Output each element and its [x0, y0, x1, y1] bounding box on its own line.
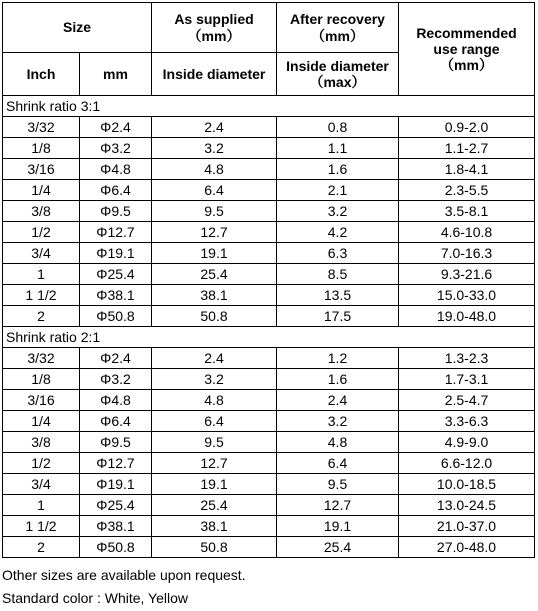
- header-recommended-line3: （mm）: [440, 57, 493, 74]
- cell-mm: Φ3.2: [80, 138, 152, 159]
- cell-recovered-diameter: 3.2: [277, 411, 399, 432]
- note-standard-color: Standard color : White, Yellow: [2, 590, 188, 606]
- cell-mm: Φ9.5: [80, 201, 152, 222]
- cell-use-range: 2.5-4.7: [399, 390, 535, 411]
- cell-use-range: 1.3-2.3: [399, 348, 535, 369]
- cell-inch: 2: [3, 306, 80, 327]
- cell-mm: Φ2.4: [80, 117, 152, 138]
- header-inch: Inch: [3, 53, 80, 96]
- cell-recovered-diameter: 3.2: [277, 201, 399, 222]
- cell-use-range: 1.1-2.7: [399, 138, 535, 159]
- cell-inch: 3/16: [3, 159, 80, 180]
- section-title: Shrink ratio 2:1: [3, 327, 535, 348]
- cell-use-range: 0.9-2.0: [399, 117, 535, 138]
- cell-inch: 1/4: [3, 180, 80, 201]
- table-row: [3, 369, 535, 390]
- cell-inside-diameter: 6.4: [152, 411, 277, 432]
- cell-inside-diameter: 25.4: [152, 495, 277, 516]
- table-row: [3, 117, 535, 138]
- cell-mm: Φ2.4: [80, 348, 152, 369]
- cell-mm: Φ4.8: [80, 159, 152, 180]
- cell-inside-diameter: 12.7: [152, 453, 277, 474]
- cell-recovered-diameter: 1.6: [277, 369, 399, 390]
- table-row: [3, 222, 535, 243]
- table-row: [3, 516, 535, 537]
- cell-inch: 3/8: [3, 201, 80, 222]
- cell-recovered-diameter: 4.2: [277, 222, 399, 243]
- cell-use-range: 21.0-37.0: [399, 516, 535, 537]
- header-as-supplied-line1: As supplied: [174, 11, 254, 28]
- header-inside-diameter-max: [277, 53, 399, 96]
- cell-use-range: 7.0-16.3: [399, 243, 535, 264]
- table-row: [3, 159, 535, 180]
- cell-use-range: 1.7-3.1: [399, 369, 535, 390]
- section-header-row: [3, 96, 535, 117]
- header-inside-diameter-max-line2: （max）: [309, 74, 366, 90]
- cell-inch: 1/8: [3, 138, 80, 159]
- cell-inch: 1/4: [3, 411, 80, 432]
- table-row: [3, 453, 535, 474]
- cell-inside-diameter: 6.4: [152, 180, 277, 201]
- cell-mm: Φ9.5: [80, 432, 152, 453]
- cell-inside-diameter: 4.8: [152, 390, 277, 411]
- cell-recovered-diameter: 19.1: [277, 516, 399, 537]
- table-row: [3, 264, 535, 285]
- cell-inch: 1: [3, 495, 80, 516]
- cell-inside-diameter: 2.4: [152, 117, 277, 138]
- table-row: [3, 432, 535, 453]
- cell-inch: 3/8: [3, 432, 80, 453]
- cell-inch: 1/2: [3, 453, 80, 474]
- cell-recovered-diameter: 6.4: [277, 453, 399, 474]
- cell-inside-diameter: 19.1: [152, 243, 277, 264]
- spec-table: [2, 2, 535, 558]
- cell-mm: Φ6.4: [80, 411, 152, 432]
- cell-mm: Φ38.1: [80, 516, 152, 537]
- cell-inside-diameter: 3.2: [152, 138, 277, 159]
- header-as-supplied-line2: （mm）: [187, 27, 241, 44]
- cell-use-range: 13.0-24.5: [399, 495, 535, 516]
- table-row: [3, 474, 535, 495]
- cell-inside-diameter: 19.1: [152, 474, 277, 495]
- cell-mm: Φ6.4: [80, 180, 152, 201]
- header-recommended-line1: Recommended: [416, 24, 517, 41]
- cell-mm: Φ25.4: [80, 495, 152, 516]
- cell-inch: 1: [3, 264, 80, 285]
- cell-mm: Φ3.2: [80, 369, 152, 390]
- table-row: [3, 495, 535, 516]
- note-other-sizes: Other sizes are available upon request.: [2, 567, 246, 583]
- cell-use-range: 4.9-9.0: [399, 432, 535, 453]
- header-after-recovery-line2: （mm）: [311, 27, 364, 44]
- cell-use-range: 2.3-5.5: [399, 180, 535, 201]
- cell-inch: 3/32: [3, 348, 80, 369]
- table-row: [3, 411, 535, 432]
- cell-use-range: 1.8-4.1: [399, 159, 535, 180]
- cell-inside-diameter: 9.5: [152, 201, 277, 222]
- cell-recovered-diameter: 4.8: [277, 432, 399, 453]
- cell-inch: 3/32: [3, 117, 80, 138]
- table-row: [3, 348, 535, 369]
- cell-inch: 1/8: [3, 369, 80, 390]
- cell-inside-diameter: 12.7: [152, 222, 277, 243]
- header-after-recovery: [277, 3, 399, 53]
- header-as-supplied: [152, 3, 277, 53]
- cell-recovered-diameter: 6.3: [277, 243, 399, 264]
- cell-inside-diameter: 4.8: [152, 159, 277, 180]
- cell-mm: Φ25.4: [80, 264, 152, 285]
- header-size: Size: [3, 3, 152, 53]
- header-recommended-line2: use range: [433, 40, 500, 57]
- header-after-recovery-line1: After recovery: [290, 11, 385, 28]
- cell-recovered-diameter: 17.5: [277, 306, 399, 327]
- cell-use-range: 6.6-12.0: [399, 453, 535, 474]
- table-row: [3, 306, 535, 327]
- cell-inside-diameter: 3.2: [152, 369, 277, 390]
- cell-recovered-diameter: 12.7: [277, 495, 399, 516]
- table-row: [3, 201, 535, 222]
- cell-inside-diameter: 38.1: [152, 285, 277, 306]
- cell-use-range: 27.0-48.0: [399, 537, 535, 558]
- cell-use-range: 9.3-21.6: [399, 264, 535, 285]
- section-title: Shrink ratio 3:1: [3, 96, 535, 117]
- cell-inside-diameter: 25.4: [152, 264, 277, 285]
- cell-inch: 2: [3, 537, 80, 558]
- cell-inside-diameter: 2.4: [152, 348, 277, 369]
- cell-recovered-diameter: 13.5: [277, 285, 399, 306]
- cell-inside-diameter: 38.1: [152, 516, 277, 537]
- cell-recovered-diameter: 1.2: [277, 348, 399, 369]
- cell-inch: 3/4: [3, 243, 80, 264]
- cell-mm: Φ4.8: [80, 390, 152, 411]
- table-row: [3, 390, 535, 411]
- cell-recovered-diameter: 25.4: [277, 537, 399, 558]
- section-header-row: [3, 327, 535, 348]
- header-recommended: [399, 3, 535, 96]
- cell-inside-diameter: 9.5: [152, 432, 277, 453]
- cell-mm: Φ19.1: [80, 243, 152, 264]
- header-mm: mm: [80, 53, 152, 96]
- cell-mm: Φ12.7: [80, 222, 152, 243]
- cell-recovered-diameter: 0.8: [277, 117, 399, 138]
- cell-mm: Φ50.8: [80, 537, 152, 558]
- table-body: [3, 96, 535, 558]
- cell-mm: Φ50.8: [80, 306, 152, 327]
- cell-mm: Φ12.7: [80, 453, 152, 474]
- cell-inch: 1/2: [3, 222, 80, 243]
- header-inside-diameter: Inside diameter: [152, 53, 277, 96]
- table-row: [3, 180, 535, 201]
- cell-recovered-diameter: 1.6: [277, 159, 399, 180]
- cell-recovered-diameter: 8.5: [277, 264, 399, 285]
- cell-inside-diameter: 50.8: [152, 537, 277, 558]
- cell-use-range: 19.0-48.0: [399, 306, 535, 327]
- cell-recovered-diameter: 9.5: [277, 474, 399, 495]
- cell-inch: 1 1/2: [3, 285, 80, 306]
- cell-inch: 3/16: [3, 390, 80, 411]
- cell-use-range: 3.3-6.3: [399, 411, 535, 432]
- cell-use-range: 4.6-10.8: [399, 222, 535, 243]
- cell-inch: 3/4: [3, 474, 80, 495]
- cell-inch: 1 1/2: [3, 516, 80, 537]
- header-inside-diameter-max-line1: Inside diameter: [286, 57, 389, 74]
- cell-use-range: 10.0-18.5: [399, 474, 535, 495]
- table-row: [3, 243, 535, 264]
- cell-mm: Φ19.1: [80, 474, 152, 495]
- cell-inside-diameter: 50.8: [152, 306, 277, 327]
- cell-use-range: 3.5-8.1: [399, 201, 535, 222]
- table-row: [3, 285, 535, 306]
- table-row: [3, 537, 535, 558]
- cell-use-range: 15.0-33.0: [399, 285, 535, 306]
- cell-recovered-diameter: 1.1: [277, 138, 399, 159]
- cell-recovered-diameter: 2.4: [277, 390, 399, 411]
- cell-mm: Φ38.1: [80, 285, 152, 306]
- cell-recovered-diameter: 2.1: [277, 180, 399, 201]
- table-row: [3, 138, 535, 159]
